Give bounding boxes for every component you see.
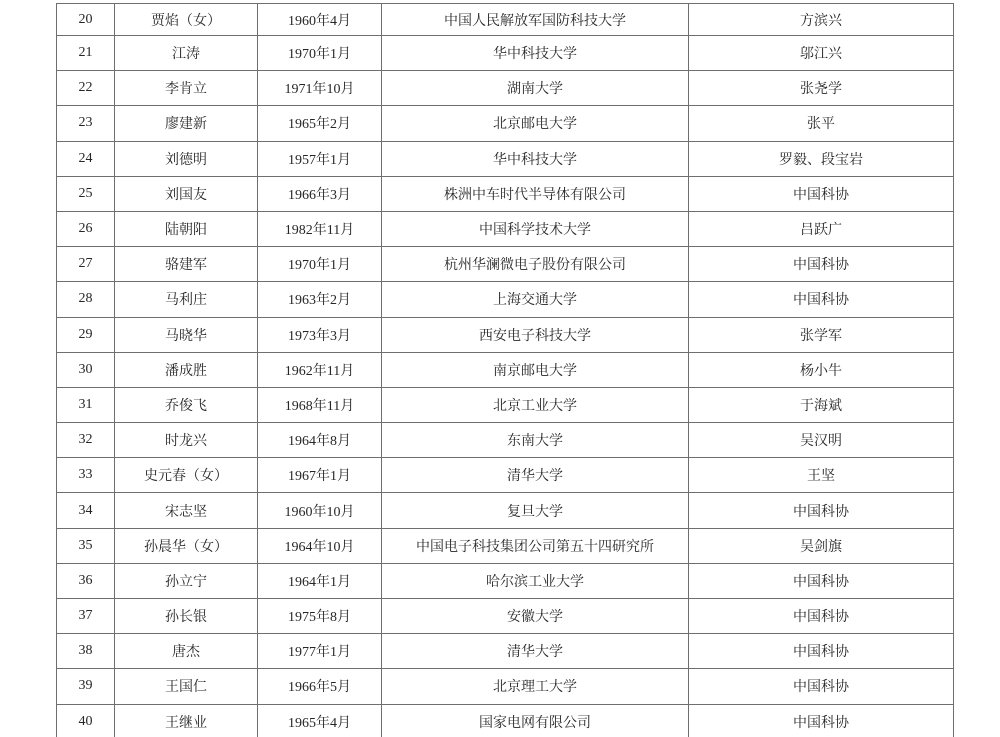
name-cell: 宋志坚 — [115, 493, 258, 528]
nominator-cell: 王坚 — [689, 458, 954, 493]
name-cell: 马晓华 — [115, 317, 258, 352]
nominator-cell: 罗毅、段宝岩 — [689, 141, 954, 176]
organization-cell: 清华大学 — [382, 634, 689, 669]
organization-cell: 东南大学 — [382, 423, 689, 458]
birth-date-cell: 1960年10月 — [258, 493, 382, 528]
row-number-cell: 28 — [57, 282, 115, 317]
table-row — [57, 4, 954, 36]
name-cell: 刘国友 — [115, 176, 258, 211]
organization-cell: 上海交通大学 — [382, 282, 689, 317]
row-number-cell: 30 — [57, 352, 115, 387]
organization-cell: 中国电子科技集团公司第五十四研究所 — [382, 528, 689, 563]
nominator-cell: 于海斌 — [689, 387, 954, 422]
nominator-cell: 张平 — [689, 106, 954, 141]
birth-date-cell: 1967年1月 — [258, 458, 382, 493]
birth-date-cell: 1977年1月 — [258, 634, 382, 669]
row-number-cell: 38 — [57, 634, 115, 669]
organization-cell: 华中科技大学 — [382, 141, 689, 176]
row-number-cell: 40 — [57, 704, 115, 737]
row-number-cell: 35 — [57, 528, 115, 563]
row-number-cell: 20 — [57, 4, 115, 36]
nominator-cell: 杨小牛 — [689, 352, 954, 387]
name-cell: 江涛 — [115, 36, 258, 71]
organization-cell: 西安电子科技大学 — [382, 317, 689, 352]
organization-cell: 南京邮电大学 — [382, 352, 689, 387]
name-cell: 乔俊飞 — [115, 387, 258, 422]
table-row — [57, 317, 954, 352]
birth-date-cell: 1982年11月 — [258, 211, 382, 246]
table-row — [57, 634, 954, 669]
table-row — [57, 528, 954, 563]
organization-cell: 中国科学技术大学 — [382, 211, 689, 246]
birth-date-cell: 1960年4月 — [258, 4, 382, 36]
birth-date-cell: 1964年10月 — [258, 528, 382, 563]
row-number-cell: 27 — [57, 247, 115, 282]
candidates-table — [56, 3, 954, 737]
organization-cell: 株洲中车时代半导体有限公司 — [382, 176, 689, 211]
table-row — [57, 458, 954, 493]
name-cell: 廖建新 — [115, 106, 258, 141]
nominator-cell: 吴剑旗 — [689, 528, 954, 563]
name-cell: 时龙兴 — [115, 423, 258, 458]
table-row — [57, 36, 954, 71]
row-number-cell: 22 — [57, 71, 115, 106]
table-row — [57, 106, 954, 141]
nominator-cell: 中国科协 — [689, 493, 954, 528]
name-cell: 唐杰 — [115, 634, 258, 669]
organization-cell: 北京邮电大学 — [382, 106, 689, 141]
name-cell: 王国仁 — [115, 669, 258, 704]
name-cell: 孙立宁 — [115, 563, 258, 598]
table-row — [57, 282, 954, 317]
name-cell: 刘德明 — [115, 141, 258, 176]
table-row — [57, 563, 954, 598]
birth-date-cell: 1970年1月 — [258, 247, 382, 282]
nominator-cell: 邬江兴 — [689, 36, 954, 71]
table-row — [57, 493, 954, 528]
organization-cell: 华中科技大学 — [382, 36, 689, 71]
table-row — [57, 352, 954, 387]
nominator-cell: 中国科协 — [689, 669, 954, 704]
name-cell: 马利庄 — [115, 282, 258, 317]
name-cell: 潘成胜 — [115, 352, 258, 387]
birth-date-cell: 1968年11月 — [258, 387, 382, 422]
row-number-cell: 32 — [57, 423, 115, 458]
nominator-cell: 中国科协 — [689, 282, 954, 317]
nominator-cell: 吕跃广 — [689, 211, 954, 246]
organization-cell: 北京工业大学 — [382, 387, 689, 422]
row-number-cell: 25 — [57, 176, 115, 211]
name-cell: 王继业 — [115, 704, 258, 737]
birth-date-cell: 1970年1月 — [258, 36, 382, 71]
row-number-cell: 31 — [57, 387, 115, 422]
nominator-cell: 方滨兴 — [689, 4, 954, 36]
table-row — [57, 669, 954, 704]
table-row — [57, 211, 954, 246]
nominator-cell: 中国科协 — [689, 247, 954, 282]
birth-date-cell: 1966年3月 — [258, 176, 382, 211]
row-number-cell: 36 — [57, 563, 115, 598]
organization-cell: 湖南大学 — [382, 71, 689, 106]
row-number-cell: 24 — [57, 141, 115, 176]
nominator-cell: 中国科协 — [689, 704, 954, 737]
birth-date-cell: 1965年2月 — [258, 106, 382, 141]
table-row — [57, 71, 954, 106]
birth-date-cell: 1975年8月 — [258, 599, 382, 634]
birth-date-cell: 1973年3月 — [258, 317, 382, 352]
name-cell: 孙长银 — [115, 599, 258, 634]
birth-date-cell: 1963年2月 — [258, 282, 382, 317]
name-cell: 陆朝阳 — [115, 211, 258, 246]
nominator-cell: 吴汉明 — [689, 423, 954, 458]
birth-date-cell: 1966年5月 — [258, 669, 382, 704]
nominator-cell: 中国科协 — [689, 176, 954, 211]
organization-cell: 中国人民解放军国防科技大学 — [382, 4, 689, 36]
organization-cell: 杭州华澜微电子股份有限公司 — [382, 247, 689, 282]
row-number-cell: 29 — [57, 317, 115, 352]
birth-date-cell: 1964年1月 — [258, 563, 382, 598]
nominator-cell: 中国科协 — [689, 599, 954, 634]
row-number-cell: 21 — [57, 36, 115, 71]
row-number-cell: 23 — [57, 106, 115, 141]
birth-date-cell: 1971年10月 — [258, 71, 382, 106]
name-cell: 李肯立 — [115, 71, 258, 106]
name-cell: 史元春（女） — [115, 458, 258, 493]
nominator-cell: 张尧学 — [689, 71, 954, 106]
row-number-cell: 26 — [57, 211, 115, 246]
nominator-cell: 中国科协 — [689, 634, 954, 669]
table-row — [57, 141, 954, 176]
organization-cell: 哈尔滨工业大学 — [382, 563, 689, 598]
table-row — [57, 704, 954, 737]
birth-date-cell: 1965年4月 — [258, 704, 382, 737]
name-cell: 孙晨华（女） — [115, 528, 258, 563]
row-number-cell: 33 — [57, 458, 115, 493]
name-cell: 贾焰（女） — [115, 4, 258, 36]
candidates-table-body — [57, 4, 954, 737]
table-row — [57, 387, 954, 422]
organization-cell: 复旦大学 — [382, 493, 689, 528]
table-row — [57, 599, 954, 634]
table-row — [57, 247, 954, 282]
birth-date-cell: 1962年11月 — [258, 352, 382, 387]
row-number-cell: 34 — [57, 493, 115, 528]
table-row — [57, 176, 954, 211]
birth-date-cell: 1964年8月 — [258, 423, 382, 458]
row-number-cell: 37 — [57, 599, 115, 634]
name-cell: 骆建军 — [115, 247, 258, 282]
organization-cell: 清华大学 — [382, 458, 689, 493]
nominator-cell: 中国科协 — [689, 563, 954, 598]
birth-date-cell: 1957年1月 — [258, 141, 382, 176]
table-row — [57, 423, 954, 458]
organization-cell: 安徽大学 — [382, 599, 689, 634]
row-number-cell: 39 — [57, 669, 115, 704]
nominator-cell: 张学军 — [689, 317, 954, 352]
organization-cell: 国家电网有限公司 — [382, 704, 689, 737]
organization-cell: 北京理工大学 — [382, 669, 689, 704]
